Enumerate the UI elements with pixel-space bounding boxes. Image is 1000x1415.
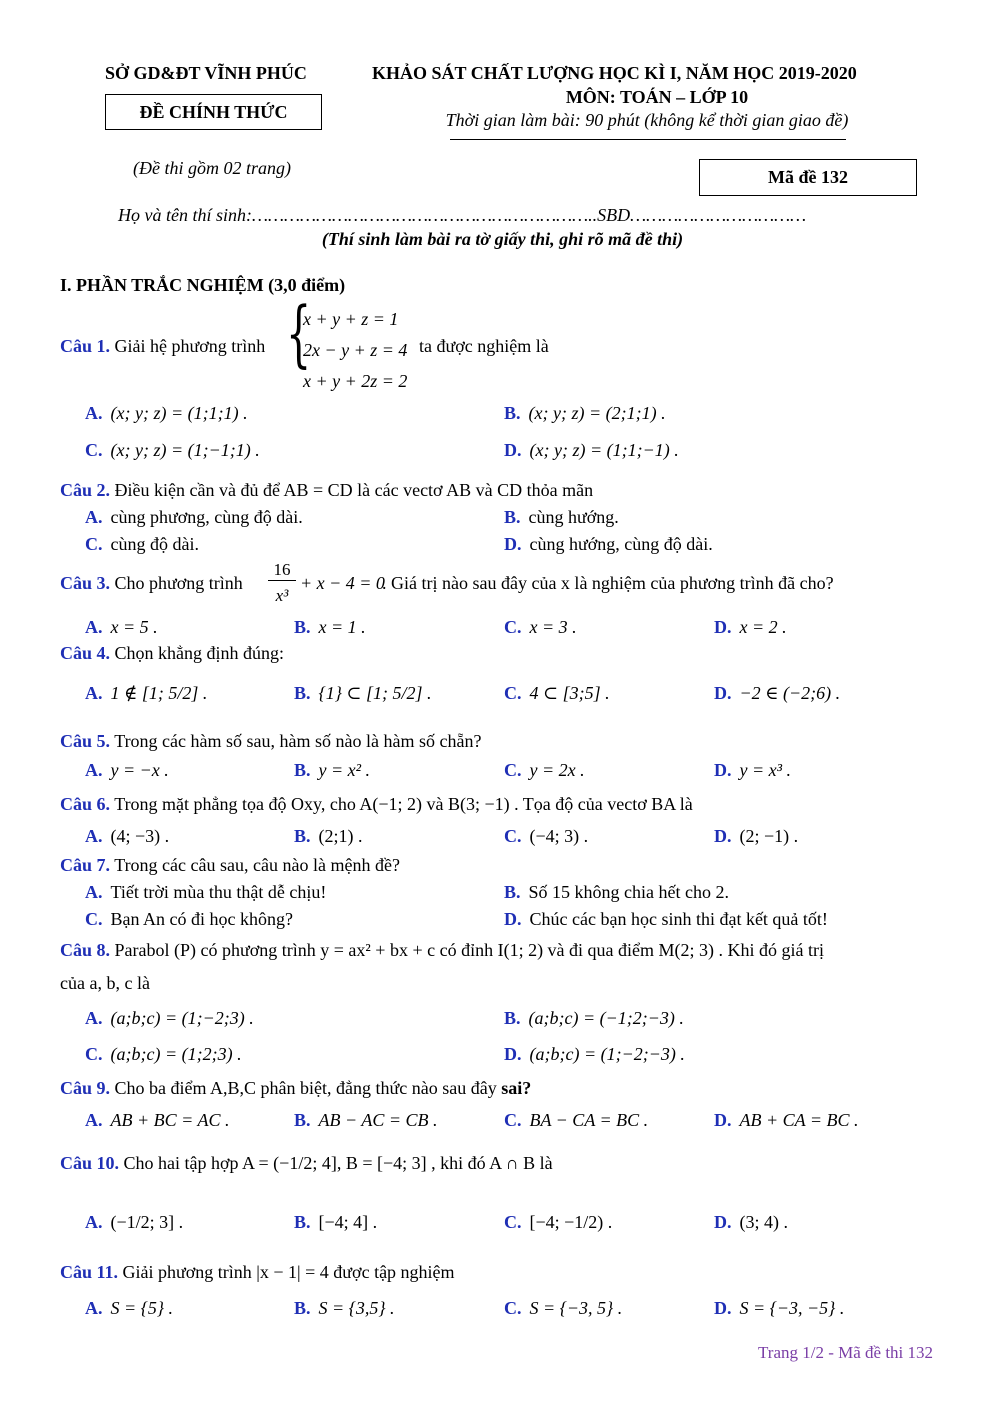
- option-c[interactable]: C. (x; y; z) = (1;−1;1) .: [85, 440, 260, 460]
- option-c[interactable]: C. y = 2x .: [504, 760, 585, 780]
- question-9: Câu 9. Cho ba điểm A,B,C phân biệt, đẳng thức nào sau đây sai?: [60, 1078, 532, 1098]
- header-divider: [450, 139, 846, 140]
- question-label: Câu 1.: [60, 336, 111, 356]
- option-b[interactable]: B. [−4; 4] .: [294, 1212, 378, 1232]
- question-11: Câu 11. Giải phương trình |x − 1| = 4 được tập nghiệm: [60, 1262, 455, 1282]
- option-a[interactable]: A. (−1/2; 3] .: [85, 1212, 184, 1232]
- option-d[interactable]: D. (2; −1) .: [714, 826, 799, 846]
- option-d[interactable]: D. (a;b;c) = (1;−2;−3) .: [504, 1044, 685, 1064]
- option-a[interactable]: A. 1 ∉ [1; 5/2] .: [85, 683, 208, 703]
- option-c[interactable]: C. [−4; −1/2) .: [504, 1212, 613, 1232]
- time-limit: Thời gian làm bài: 90 phút (không kể thời gian giao đề): [445, 110, 849, 130]
- option-d[interactable]: D. S = {−3, −5} .: [714, 1298, 845, 1318]
- option-d[interactable]: D. −2 ∈ (−2;6) .: [714, 683, 841, 703]
- equation-row: x + y + 2z = 2: [303, 371, 408, 391]
- option-b[interactable]: B. S = {3,5} .: [294, 1298, 395, 1318]
- option-c[interactable]: C. Bạn An có đi học không?: [85, 909, 293, 929]
- question-10: Câu 10. Cho hai tập hợp A = (−1/2; 4], B = [−4; 3] , khi đó A ∩ B là: [60, 1153, 553, 1173]
- option-c[interactable]: C. S = {−3, 5} .: [504, 1298, 623, 1318]
- option-a[interactable]: A. y = −x .: [85, 760, 169, 780]
- option-a[interactable]: A. Tiết trời mùa thu thật dễ chịu!: [85, 882, 327, 902]
- option-a[interactable]: A. (4; −3) .: [85, 826, 170, 846]
- instruction: (Thí sinh làm bài ra tờ giấy thi, ghi rõ mã đề thi): [321, 229, 684, 249]
- official-badge: ĐỀ CHÍNH THỨC: [105, 94, 322, 130]
- question-4: Câu 4. Chọn khẳng định đúng:: [60, 643, 285, 663]
- option-a[interactable]: A. cùng phương, cùng độ dài.: [85, 507, 303, 527]
- candidate-line: Họ và tên thí sinh:………………………………………………………..SBD……………………………: [118, 205, 807, 225]
- equation-row: 2x − y + z = 4: [303, 340, 408, 360]
- question-3: Câu 3. Cho phương trình: [60, 573, 243, 593]
- option-a[interactable]: A. (x; y; z) = (1;1;1) .: [85, 403, 248, 423]
- exam-code-box: Mã đề 132: [699, 159, 917, 196]
- system-brace: {: [286, 291, 312, 375]
- subject-line: MÔN: TOÁN – LỚP 10: [565, 87, 749, 107]
- equation-rest: + x − 4 = 0: [300, 573, 385, 593]
- question-text: Giải hệ phương trình: [114, 336, 266, 356]
- question-7: Câu 7. Trong các câu sau, câu nào là mệnh đề?: [60, 855, 400, 875]
- equation-system: [303, 304, 407, 397]
- option-b[interactable]: B. {1} ⊂ [1; 5/2] .: [294, 683, 432, 703]
- section-title: I. PHẦN TRẮC NGHIỆM (3,0 điểm): [60, 275, 346, 295]
- option-c[interactable]: C. BA − CA = BC .: [504, 1110, 649, 1130]
- option-b[interactable]: B. Số 15 không chia hết cho 2.: [504, 882, 729, 902]
- question-2: Câu 2. Điều kiện cần và đủ để AB = CD là các vectơ AB và CD thỏa mãn: [60, 480, 594, 500]
- option-a[interactable]: A. (a;b;c) = (1;−2;3) .: [85, 1008, 254, 1028]
- option-a[interactable]: A. S = {5} .: [85, 1298, 174, 1318]
- option-a[interactable]: A. AB + BC = AC .: [85, 1110, 230, 1130]
- question-1: [60, 336, 265, 357]
- option-b[interactable]: B. x = 1 .: [294, 617, 366, 637]
- fraction-denominator: x³: [275, 586, 289, 605]
- option-d[interactable]: D. y = x³ .: [714, 760, 792, 780]
- exam-title: KHẢO SÁT CHẤT LƯỢNG HỌC KÌ I, NĂM HỌC 2019-2020: [372, 63, 857, 83]
- option-b[interactable]: B. (a;b;c) = (−1;2;−3) .: [504, 1008, 684, 1028]
- option-d[interactable]: D. Chúc các bạn học sinh thi đạt kết quả tốt!: [504, 909, 828, 929]
- question-tail: ta được nghiệm là: [419, 336, 549, 356]
- option-d[interactable]: D. (x; y; z) = (1;1;−1) .: [504, 440, 679, 460]
- option-d[interactable]: D. x = 2 .: [714, 617, 787, 637]
- department-name: SỞ GD&ĐT VĨNH PHÚC: [105, 63, 307, 83]
- option-b[interactable]: B. (x; y; z) = (2;1;1) .: [504, 403, 666, 423]
- option-b[interactable]: B. AB − AC = CB .: [294, 1110, 438, 1130]
- option-c[interactable]: C. 4 ⊂ [3;5] .: [504, 683, 610, 703]
- option-c[interactable]: C. x = 3 .: [504, 617, 577, 637]
- option-d[interactable]: D. AB + CA = BC .: [714, 1110, 859, 1130]
- pages-note: (Đề thi gồm 02 trang): [133, 158, 291, 178]
- option-d[interactable]: D. cùng hướng, cùng độ dài.: [504, 534, 713, 554]
- question-6: Câu 6. Trong mặt phẳng tọa độ Oxy, cho A(−1; 2) và B(3; −1) . Tọa độ của vectơ BA là: [60, 794, 693, 814]
- option-d[interactable]: D. (3; 4) .: [714, 1212, 788, 1232]
- question-8: Câu 8. Parabol (P) có phương trình y = ax² + bx + c có đỉnh I(1; 2) và đi qua điểm M(2; 3) . Khi đó giá trị: [60, 940, 825, 960]
- equation-row: x + y + z = 1: [303, 309, 399, 329]
- question-5: Câu 5. Trong các hàm số sau, hàm số nào là hàm số chẵn?: [60, 731, 482, 751]
- option-c[interactable]: C. cùng độ dài.: [85, 534, 199, 554]
- question-text: . Giá trị nào sau đây của x là nghiệm của phương trình đã cho?: [382, 573, 834, 593]
- option-c[interactable]: C. (a;b;c) = (1;2;3) .: [85, 1044, 242, 1064]
- option-c[interactable]: C. (−4; 3) .: [504, 826, 589, 846]
- option-b[interactable]: B. (2;1) .: [294, 826, 363, 846]
- option-a[interactable]: A. x = 5 .: [85, 617, 158, 637]
- option-b[interactable]: B. y = x² .: [294, 760, 371, 780]
- option-b[interactable]: B. cùng hướng.: [504, 507, 619, 527]
- question-8-cont: của a, b, c là: [60, 973, 150, 993]
- page-footer: Trang 1/2 - Mã đề thi 132: [758, 1343, 934, 1362]
- fraction-numerator: 16: [268, 560, 296, 581]
